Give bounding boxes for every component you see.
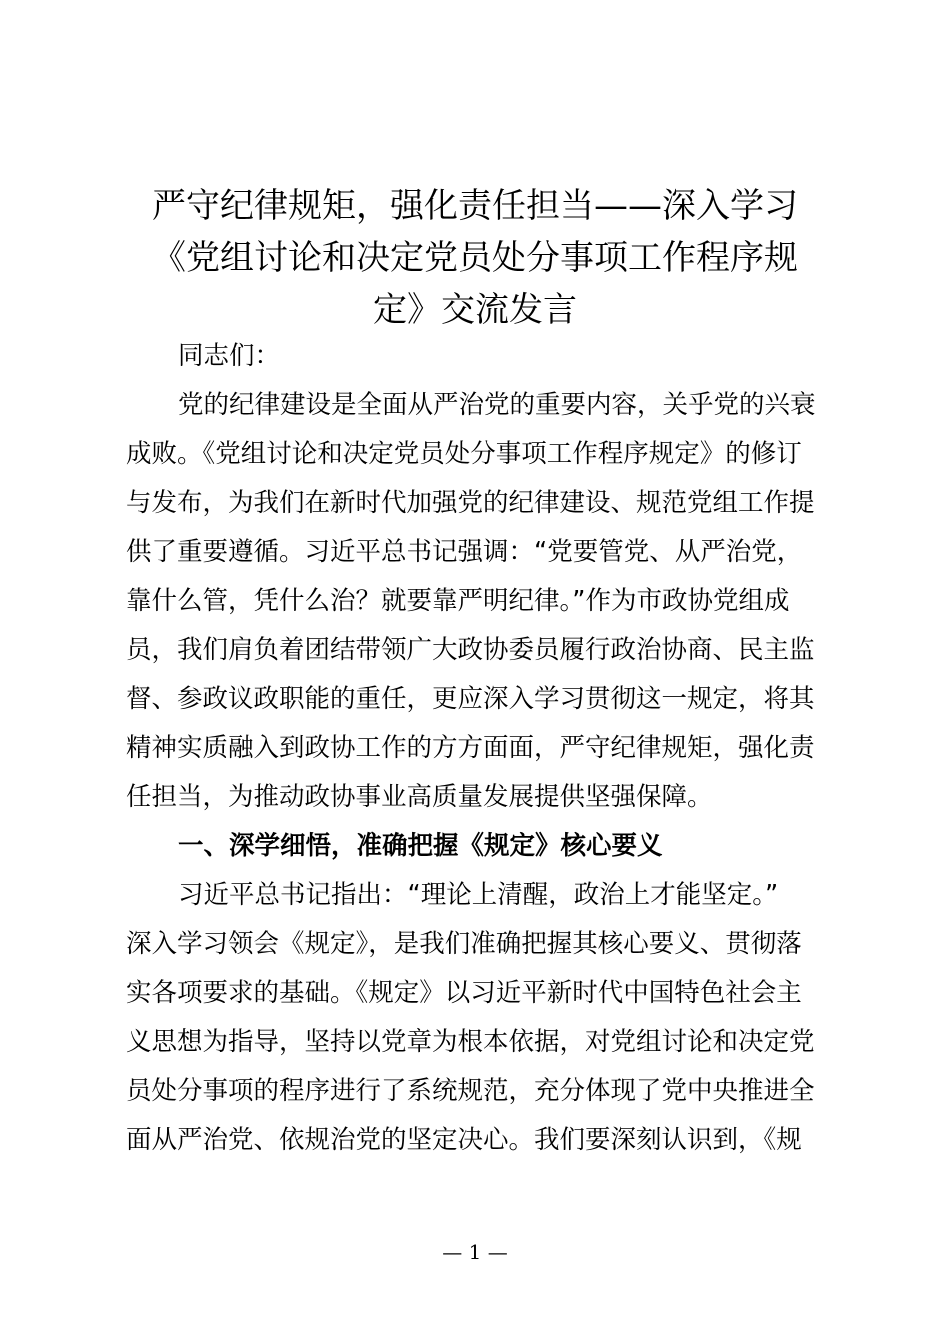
paragraph-line: 员处分事项的程序进行了系统规范，充分体现了党中央推进全 [126,1076,815,1106]
paragraph-line: 面从严治党、依规治党的坚定决心。我们要深刻认识到，《规 [126,1125,802,1155]
document-body [126,332,830,1165]
paragraph-line: 靠什么管，凭什么治？就要靠严明纪律。”作为市政协党组成 [126,586,790,616]
document-title [110,180,840,336]
paragraph-line: 成败。《党组讨论和决定党员处分事项工作程序规定》的修订 [126,439,802,469]
paragraph-line: 深入学习领会《规定》，是我们准确把握其核心要义、贯彻落 [126,929,802,959]
page-number: — 1 — [442,1240,508,1264]
paragraph-line: 任担当，为推动政协事业高质量发展提供坚强保障。 [126,782,713,812]
paragraph-line: 督、参政议政职能的重任，更应深入学习贯彻这一规定，将其 [126,684,815,714]
paragraph-line: 实各项要求的基础。《规定》以习近平新时代中国特色社会主 [126,978,802,1008]
paragraph-line: 供了重要遵循。习近平总书记强调：“党要管党、从严治党， [126,537,803,567]
paragraph-line: 与发布，为我们在新时代加强党的纪律建设、规范党组工作提 [126,488,815,518]
section-heading: 一、深学细悟，准确把握《规定》核心要义 [178,831,663,861]
paragraph-line: 员，我们肩负着团结带领广大政协委员履行政治协商、民主监 [126,635,815,665]
paragraph-line: 党的纪律建设是全面从严治党的重要内容，关乎党的兴衰 [178,390,816,420]
paragraph-line: 义思想为指导，坚持以党章为根本依据，对党组讨论和决定党 [126,1027,815,1057]
title-line: 严守纪律规矩，强化责任担当——深入学习 [152,186,798,226]
paragraph-line: 精神实质融入到政协工作的方方面面，严守纪律规矩，强化责 [126,733,815,763]
salutation: 同志们： [178,341,281,371]
title-line: 《党组讨论和决定党员处分事项工作程序规 [152,238,798,278]
paragraph-line: 习近平总书记指出：“理论上清醒，政治上才能坚定。” [178,880,779,910]
title-line: 定》交流发言 [373,290,577,330]
